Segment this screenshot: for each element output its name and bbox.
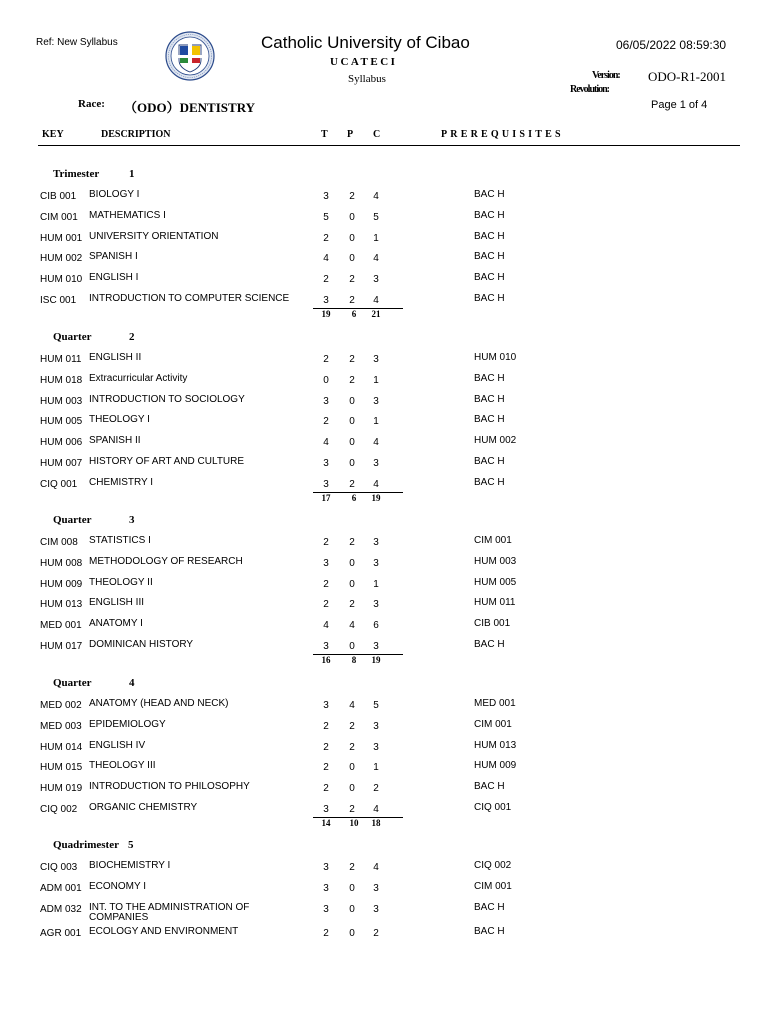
course-credits: 4 bbox=[373, 437, 379, 449]
course-key: HUM 011 bbox=[40, 354, 82, 365]
course-theory-hours: 2 bbox=[323, 416, 329, 428]
course-description: INTRODUCTION TO COMPUTER SCIENCE bbox=[89, 293, 290, 304]
course-theory-hours: 3 bbox=[323, 191, 329, 202]
course-practice-hours: 2 bbox=[349, 599, 355, 611]
period-number: 1 bbox=[129, 168, 135, 180]
total-credits: 19 bbox=[371, 492, 381, 503]
course-key: AGR 001 bbox=[40, 928, 82, 940]
course-description: ENGLISH II bbox=[89, 352, 142, 363]
course-practice-hours: 2 bbox=[349, 478, 355, 490]
course-key: MED 001 bbox=[40, 620, 82, 632]
course-practice-hours: 2 bbox=[349, 354, 355, 365]
course-practice-hours: 0 bbox=[349, 882, 355, 894]
course-practice-hours: 2 bbox=[349, 295, 355, 306]
course-theory-hours: 3 bbox=[323, 700, 329, 711]
course-description: ENGLISH III bbox=[89, 597, 145, 609]
course-theory-hours: 2 bbox=[323, 928, 329, 940]
course-key: CIQ 003 bbox=[40, 862, 78, 873]
course-theory-hours: 3 bbox=[323, 804, 329, 815]
course-description: DOMINICAN HISTORY bbox=[89, 639, 194, 650]
course-practice-hours: 4 bbox=[349, 700, 355, 711]
column-header-description: DESCRIPTION bbox=[101, 129, 171, 140]
course-practice-hours: 0 bbox=[349, 232, 355, 244]
course-description: INT. TO THE ADMINISTRATION OF bbox=[89, 901, 250, 913]
course-practice-hours: 2 bbox=[349, 274, 355, 286]
revision-label: Revolution: bbox=[570, 84, 609, 95]
course-practice-hours: 0 bbox=[349, 762, 355, 774]
period-label: Quarter bbox=[53, 514, 92, 526]
course-credits: 1 bbox=[373, 762, 379, 774]
course-prerequisite: HUM 013 bbox=[474, 739, 517, 751]
course-description: EPIDEMIOLOGY bbox=[89, 718, 166, 730]
course-practice-hours: 0 bbox=[349, 416, 355, 428]
course-key: CIB 001 bbox=[40, 191, 77, 202]
course-practice-hours: 2 bbox=[349, 374, 355, 386]
total-credits: 21 bbox=[371, 308, 381, 319]
course-credits: 3 bbox=[373, 458, 379, 469]
course-key: CIQ 001 bbox=[40, 478, 78, 490]
course-prerequisite: CIM 001 bbox=[474, 535, 512, 546]
course-practice-hours: 2 bbox=[349, 862, 355, 873]
total-practice-hours: 6 bbox=[351, 492, 357, 503]
course-prerequisite: BAC H bbox=[474, 251, 505, 263]
course-prerequisite: BAC H bbox=[474, 372, 505, 384]
course-prerequisite: HUM 005 bbox=[474, 576, 517, 588]
course-description-continued: COMPANIES bbox=[89, 911, 149, 923]
page-indicator: Page 1 of 4 bbox=[651, 99, 708, 111]
course-prerequisite: BAC H bbox=[474, 639, 505, 650]
course-prerequisite: BAC H bbox=[474, 209, 505, 221]
course-key: HUM 010 bbox=[40, 274, 83, 286]
course-credits: 3 bbox=[373, 599, 379, 611]
course-description: ECOLOGY AND ENVIRONMENT bbox=[89, 926, 239, 938]
course-description: BIOLOGY I bbox=[89, 189, 140, 200]
course-prerequisite: CIQ 002 bbox=[474, 860, 512, 871]
course-description: ENGLISH I bbox=[89, 272, 139, 284]
course-prerequisite: BAC H bbox=[474, 272, 505, 284]
course-description: BIOCHEMISTRY I bbox=[89, 860, 171, 871]
course-theory-hours: 3 bbox=[323, 458, 329, 469]
course-credits: 3 bbox=[373, 537, 379, 548]
course-prerequisite: CIB 001 bbox=[474, 618, 511, 630]
print-datetime: 06/05/2022 08:59:30 bbox=[616, 38, 727, 52]
course-description: THEOLOGY III bbox=[89, 760, 156, 772]
course-practice-hours: 2 bbox=[349, 537, 355, 548]
course-credits: 3 bbox=[373, 395, 379, 407]
course-description: METHODOLOGY OF RESEARCH bbox=[89, 555, 243, 567]
course-credits: 3 bbox=[373, 557, 379, 569]
course-description: CHEMISTRY I bbox=[89, 476, 154, 488]
course-prerequisite: BAC H bbox=[474, 189, 505, 200]
course-prerequisite: BAC H bbox=[474, 393, 505, 405]
course-description: HISTORY OF ART AND CULTURE bbox=[89, 456, 245, 467]
course-practice-hours: 2 bbox=[349, 804, 355, 815]
course-key: ADM 032 bbox=[40, 903, 82, 915]
course-prerequisite: BAC H bbox=[474, 414, 505, 426]
course-key: HUM 014 bbox=[40, 741, 83, 753]
course-practice-hours: 0 bbox=[349, 578, 355, 590]
course-credits: 1 bbox=[373, 374, 379, 386]
course-key: HUM 017 bbox=[40, 641, 83, 652]
period-number: 3 bbox=[129, 514, 135, 526]
course-theory-hours: 2 bbox=[323, 762, 329, 774]
total-practice-hours: 10 bbox=[349, 817, 359, 828]
course-key: HUM 009 bbox=[40, 578, 83, 590]
course-practice-hours: 2 bbox=[349, 191, 355, 202]
syllabus-code: ODO-R1-2001 bbox=[648, 69, 726, 84]
course-practice-hours: 2 bbox=[349, 720, 355, 732]
course-prerequisite: BAC H bbox=[474, 781, 505, 793]
period-label: Quarter bbox=[53, 677, 92, 689]
course-key: HUM 003 bbox=[40, 395, 83, 407]
course-practice-hours: 0 bbox=[349, 641, 355, 652]
course-credits: 3 bbox=[373, 903, 379, 915]
period-label: Quarter bbox=[53, 331, 92, 343]
course-practice-hours: 0 bbox=[349, 253, 355, 265]
total-theory-hours: 17 bbox=[321, 492, 331, 503]
course-practice-hours: 0 bbox=[349, 437, 355, 449]
course-credits: 5 bbox=[373, 700, 379, 711]
university-name: Catholic University of Cibao bbox=[261, 33, 470, 52]
course-theory-hours: 5 bbox=[323, 211, 329, 223]
course-theory-hours: 2 bbox=[323, 354, 329, 365]
course-credits: 2 bbox=[373, 928, 379, 940]
career-name: （ODO）DENTISTRY bbox=[124, 100, 256, 115]
course-theory-hours: 0 bbox=[323, 374, 329, 386]
course-credits: 5 bbox=[373, 211, 379, 223]
course-theory-hours: 4 bbox=[323, 437, 329, 449]
course-description: THEOLOGY I bbox=[89, 414, 150, 426]
course-key: HUM 007 bbox=[40, 458, 83, 469]
course-practice-hours: 0 bbox=[349, 211, 355, 223]
course-prerequisite: CIQ 001 bbox=[474, 802, 512, 813]
course-key: HUM 001 bbox=[40, 232, 83, 244]
course-description: SPANISH I bbox=[89, 251, 138, 263]
column-header-p: P bbox=[347, 129, 354, 140]
course-description: MATHEMATICS I bbox=[89, 209, 166, 221]
course-prerequisite: MED 001 bbox=[474, 698, 516, 709]
course-practice-hours: 0 bbox=[349, 783, 355, 795]
course-description: INTRODUCTION TO SOCIOLOGY bbox=[89, 393, 245, 405]
total-theory-hours: 14 bbox=[321, 817, 331, 828]
period-number: 2 bbox=[129, 331, 135, 343]
course-prerequisite: HUM 011 bbox=[474, 597, 516, 609]
course-prerequisite: HUM 003 bbox=[474, 555, 517, 567]
course-credits: 4 bbox=[373, 478, 379, 490]
course-practice-hours: 0 bbox=[349, 903, 355, 915]
course-theory-hours: 2 bbox=[323, 578, 329, 590]
course-key: HUM 013 bbox=[40, 599, 83, 611]
course-credits: 4 bbox=[373, 191, 379, 202]
course-practice-hours: 0 bbox=[349, 928, 355, 940]
total-theory-hours: 19 bbox=[321, 308, 331, 319]
course-theory-hours: 3 bbox=[323, 862, 329, 873]
course-credits: 3 bbox=[373, 720, 379, 732]
course-description: ANATOMY I bbox=[89, 618, 143, 630]
course-theory-hours: 2 bbox=[323, 741, 329, 753]
course-description: THEOLOGY II bbox=[89, 576, 153, 588]
course-key: HUM 005 bbox=[40, 416, 83, 428]
course-description: INTRODUCTION TO PHILOSOPHY bbox=[89, 781, 250, 793]
total-practice-hours: 8 bbox=[351, 654, 357, 665]
period-label: Trimester bbox=[53, 168, 100, 180]
period-label: Quadrimester bbox=[53, 839, 119, 851]
university-acronym: UCATECI bbox=[330, 56, 398, 68]
course-theory-hours: 3 bbox=[323, 882, 329, 894]
course-prerequisite: BAC H bbox=[474, 293, 505, 304]
course-key: ADM 001 bbox=[40, 882, 82, 894]
course-practice-hours: 2 bbox=[349, 741, 355, 753]
course-theory-hours: 4 bbox=[323, 620, 329, 632]
course-practice-hours: 0 bbox=[349, 458, 355, 469]
total-credits: 19 bbox=[371, 654, 381, 665]
university-seal-logo bbox=[165, 31, 215, 81]
course-key: HUM 006 bbox=[40, 437, 83, 449]
course-prerequisite: BAC H bbox=[474, 926, 505, 938]
course-practice-hours: 0 bbox=[349, 395, 355, 407]
course-description: Extracurricular Activity bbox=[89, 372, 188, 384]
course-theory-hours: 3 bbox=[323, 557, 329, 569]
course-key: CIM 001 bbox=[40, 211, 78, 223]
course-theory-hours: 3 bbox=[323, 478, 329, 490]
course-prerequisite: HUM 009 bbox=[474, 760, 517, 772]
course-credits: 3 bbox=[373, 641, 379, 652]
course-credits: 6 bbox=[373, 620, 379, 632]
course-prerequisite: HUM 002 bbox=[474, 435, 517, 447]
course-credits: 4 bbox=[373, 862, 379, 873]
course-description: ORGANIC CHEMISTRY bbox=[89, 802, 198, 813]
course-credits: 3 bbox=[373, 741, 379, 753]
course-description: ECONOMY I bbox=[89, 880, 147, 892]
column-header-key: KEY bbox=[42, 129, 64, 140]
course-theory-hours: 3 bbox=[323, 395, 329, 407]
course-credits: 4 bbox=[373, 253, 379, 265]
course-credits: 4 bbox=[373, 804, 379, 815]
course-theory-hours: 2 bbox=[323, 232, 329, 244]
course-credits: 3 bbox=[373, 354, 379, 365]
course-key: HUM 002 bbox=[40, 253, 83, 265]
course-credits: 1 bbox=[373, 232, 379, 244]
course-prerequisite: HUM 010 bbox=[474, 352, 517, 363]
course-key: HUM 019 bbox=[40, 783, 83, 795]
column-header-t: T bbox=[321, 129, 328, 140]
course-credits: 1 bbox=[373, 416, 379, 428]
course-credits: 3 bbox=[373, 274, 379, 286]
column-header-c: C bbox=[373, 129, 381, 140]
period-number: 4 bbox=[129, 677, 135, 689]
course-theory-hours: 2 bbox=[323, 274, 329, 286]
total-theory-hours: 16 bbox=[321, 654, 331, 665]
course-prerequisite: BAC H bbox=[474, 476, 505, 488]
course-key: HUM 015 bbox=[40, 762, 83, 774]
total-credits: 18 bbox=[371, 817, 381, 828]
course-description: ANATOMY (HEAD AND NECK) bbox=[89, 698, 229, 709]
course-credits: 2 bbox=[373, 783, 379, 795]
course-key: HUM 008 bbox=[40, 557, 83, 569]
version-label: Version: bbox=[592, 70, 620, 81]
course-prerequisite: BAC H bbox=[474, 456, 505, 467]
total-practice-hours: 6 bbox=[351, 308, 357, 319]
course-prerequisite: BAC H bbox=[474, 230, 505, 242]
course-key: HUM 018 bbox=[40, 374, 83, 386]
course-practice-hours: 4 bbox=[349, 620, 355, 632]
course-theory-hours: 3 bbox=[323, 641, 329, 652]
course-key: CIM 008 bbox=[40, 537, 78, 548]
course-theory-hours: 2 bbox=[323, 783, 329, 795]
document-type: Syllabus bbox=[348, 73, 386, 85]
reference-note: Ref: New Syllabus bbox=[36, 37, 118, 48]
course-key: MED 003 bbox=[40, 720, 82, 732]
course-theory-hours: 2 bbox=[323, 720, 329, 732]
course-key: ISC 001 bbox=[40, 295, 77, 306]
race-label: Race: bbox=[78, 98, 105, 110]
course-theory-hours: 2 bbox=[323, 537, 329, 548]
course-prerequisite: CIM 001 bbox=[474, 718, 512, 730]
header-divider bbox=[38, 145, 740, 146]
course-description: ENGLISH IV bbox=[89, 739, 146, 751]
course-practice-hours: 0 bbox=[349, 557, 355, 569]
course-prerequisite: BAC H bbox=[474, 901, 505, 913]
course-theory-hours: 2 bbox=[323, 599, 329, 611]
course-key: CIQ 002 bbox=[40, 804, 78, 815]
course-theory-hours: 3 bbox=[323, 903, 329, 915]
period-number: 5 bbox=[128, 839, 134, 851]
course-theory-hours: 4 bbox=[323, 253, 329, 265]
column-header-prerequisites: PREREQUISITES bbox=[441, 129, 564, 140]
course-credits: 3 bbox=[373, 882, 379, 894]
course-theory-hours: 3 bbox=[323, 295, 329, 306]
course-description: UNIVERSITY ORIENTATION bbox=[89, 230, 219, 242]
course-description: STATISTICS I bbox=[89, 535, 151, 546]
course-key: MED 002 bbox=[40, 700, 82, 711]
course-credits: 1 bbox=[373, 578, 379, 590]
course-description: SPANISH II bbox=[89, 435, 141, 447]
course-credits: 4 bbox=[373, 295, 379, 306]
course-prerequisite: CIM 001 bbox=[474, 880, 512, 892]
